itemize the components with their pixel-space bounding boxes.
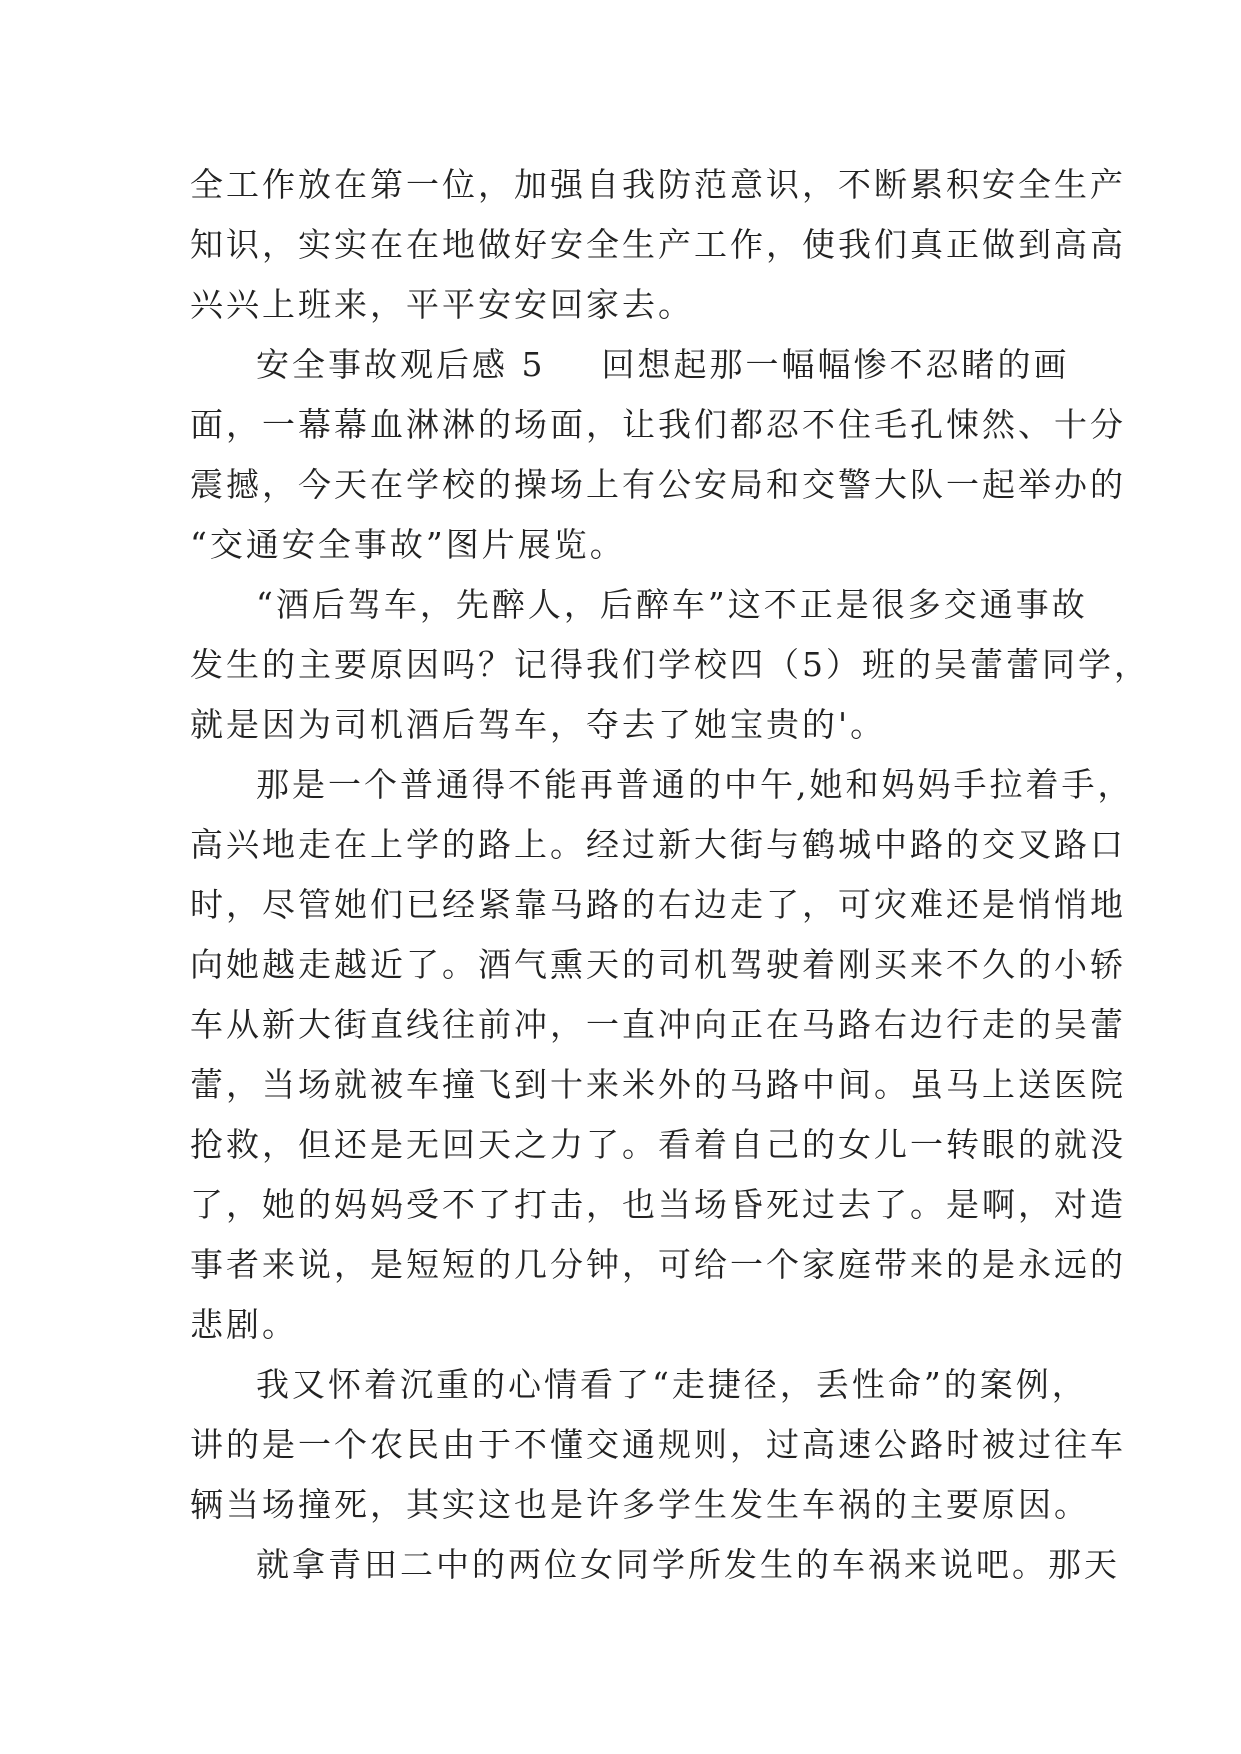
document-body (190, 155, 1150, 1595)
paragraph (190, 155, 1126, 335)
text-line: 发生的主要原因吗？记得我们学校四（5）班的吴蕾蕾同学， (190, 645, 1150, 684)
text-line (190, 335, 1070, 395)
text-line: “酒后驾车，先醉人，后醉车”这不正是很多交通事故 (256, 585, 1088, 624)
section-heading: 安全事故观后感 5 (256, 345, 546, 384)
text-line: 知识，实实在在地做好安全生产工作，使我们真正做到高高 (190, 225, 1126, 264)
paragraph (190, 755, 1134, 1355)
text-segment: 回想起那一幅幅惨不忍睹的画 (601, 345, 1070, 384)
paragraph (190, 1535, 1120, 1595)
text-line: 了，她的妈妈受不了打击，也当场昏死过去了。是啊，对造 (190, 1185, 1126, 1224)
paragraph (190, 1355, 1126, 1535)
text-line: 讲的是一个农民由于不懂交通规则，过高速公路时被过往车 (190, 1425, 1126, 1464)
text-line: 时，尽管她们已经紧靠马路的右边走了，可灾难还是悄悄地 (190, 885, 1126, 924)
text-line: 抢救，但还是无回天之力了。看着自己的女儿一转眼的就没 (190, 1125, 1126, 1164)
text-line: 我又怀着沉重的心情看了“走捷径，丢性命”的案例， (256, 1365, 1088, 1404)
text-line: 蕾，当场就被车撞飞到十来米外的马路中间。虽马上送医院 (190, 1065, 1126, 1104)
text-line: 向她越走越近了。酒气熏天的司机驾驶着刚买来不久的小轿 (190, 945, 1126, 984)
text-line: 全工作放在第一位，加强自我防范意识，不断累积安全生产 (190, 165, 1126, 204)
paragraph (190, 575, 1150, 755)
paragraph (190, 335, 1126, 575)
text-line: “交通安全事故”图片展览。 (190, 525, 626, 564)
text-line: 事者来说，是短短的几分钟，可给一个家庭带来的是永远的 (190, 1245, 1126, 1284)
text-line: 悲剧。 (190, 1305, 298, 1344)
text-line: 面，一幕幕血淋淋的场面，让我们都忍不住毛孔悚然、十分 (190, 405, 1126, 444)
text-line: 辆当场撞死，其实这也是许多学生发生车祸的主要原因。 (190, 1485, 1090, 1524)
text-line: 高兴地走在上学的路上。经过新大街与鹤城中路的交叉路口 (190, 825, 1126, 864)
text-line: 车从新大街直线往前冲，一直冲向正在马路右边行走的吴蕾 (190, 1005, 1126, 1044)
text-line: 就拿青田二中的两位女同学所发生的车祸来说吧。那天 (256, 1545, 1120, 1584)
text-line: 震撼，今天在学校的操场上有公安局和交警大队一起举办的 (190, 465, 1126, 504)
text-line: 就是因为司机酒后驾车，夺去了她宝贵的'。 (190, 705, 887, 744)
text-line: 那是一个普通得不能再普通的中午,她和妈妈手拉着手， (256, 765, 1134, 804)
text-line: 兴兴上班来，平平安安回家去。 (190, 285, 694, 324)
